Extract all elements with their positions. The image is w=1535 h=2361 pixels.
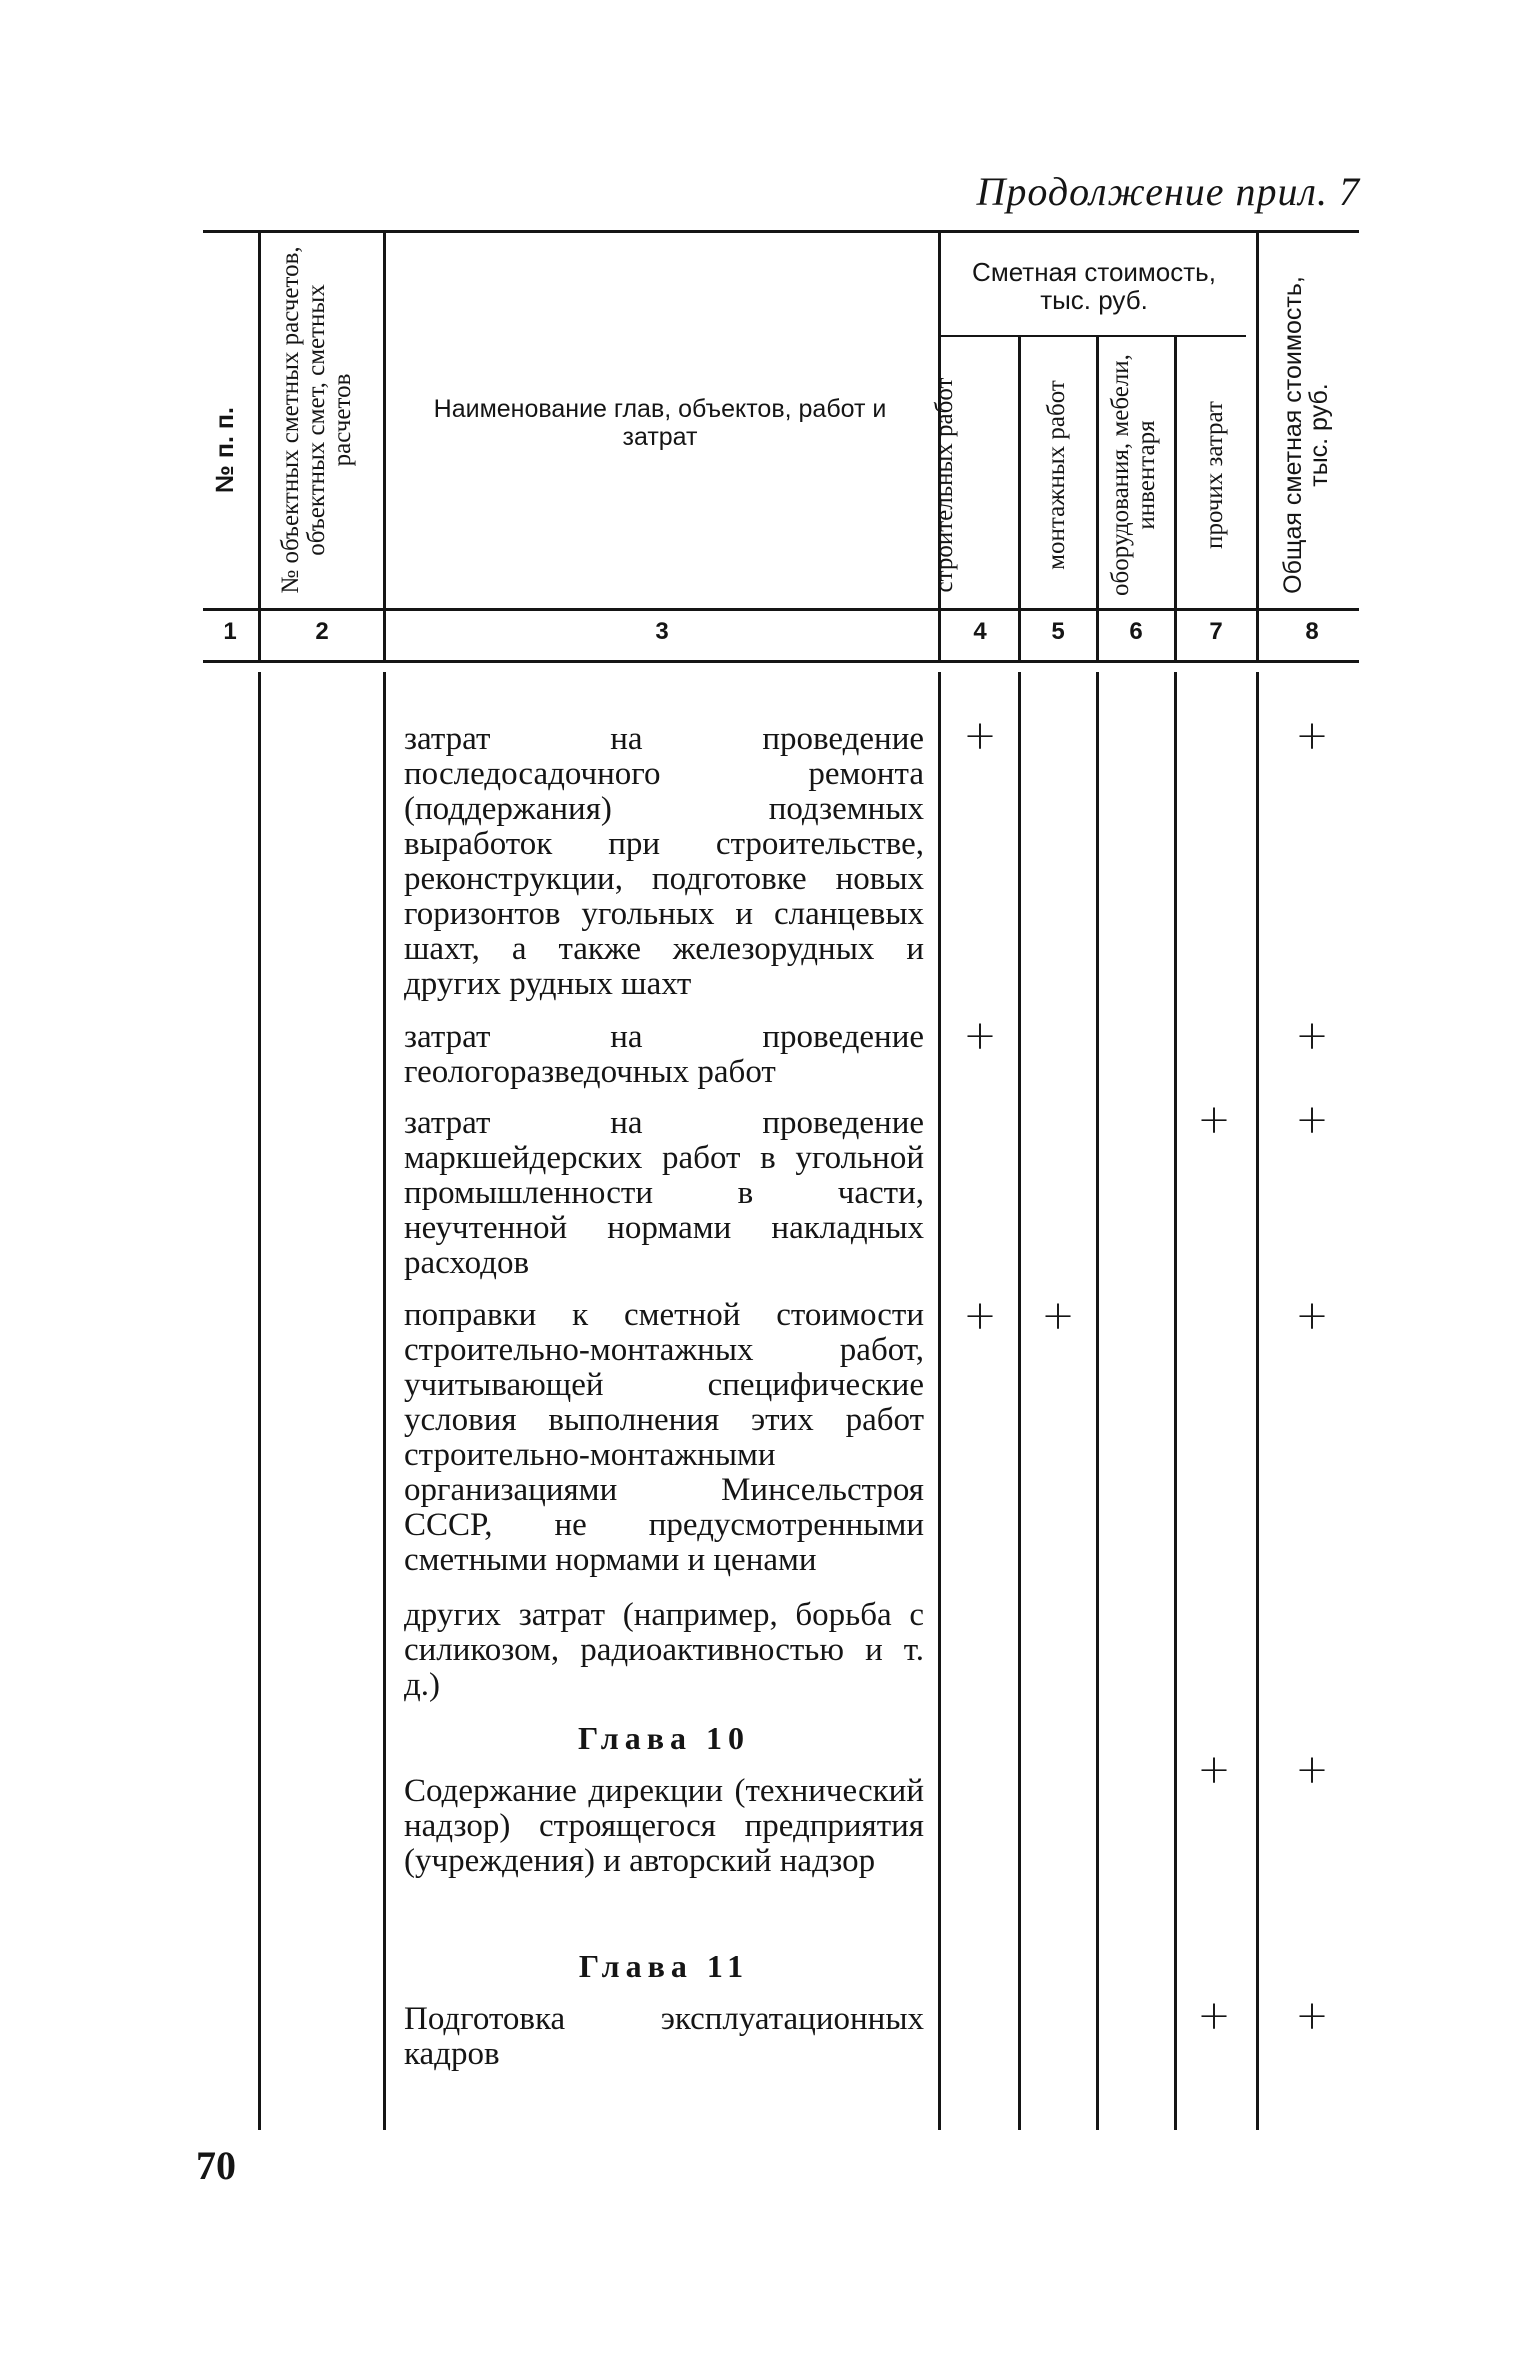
col-divider-5-6 [1096, 336, 1099, 662]
col-divider-1-2 [258, 232, 261, 662]
table-row-text: поправки к сметной стоимости строительно-монтажных работ, учитывающей специфические условия выполнения этих работ строительно-монтажными организациями Минсельстроя СССР, не предусмотренными сметными нормами и ценами [404, 1297, 924, 1578]
header-col8: Общая сметная стоимость, тыс. руб. [1279, 276, 1333, 594]
col-number-2: 2 [315, 618, 329, 645]
body-col-divider-5-6 [1096, 672, 1099, 2130]
table-cell-mark: + [1295, 1747, 1329, 1793]
table-cell-mark: + [1295, 1013, 1329, 1059]
header-col4: строительных работ [931, 377, 958, 593]
col-divider-7-8 [1256, 232, 1259, 662]
table-cell-mark: + [1295, 1293, 1329, 1339]
header-col7: прочих затрат [1201, 401, 1228, 549]
table-row-text: затрат на проведение последосадочного ремонта (поддержания) подземных выработок при строительстве, реконструкции, подготовке новых горизонтов угольных и сланцевых шахт, а также железорудных и других рудных шахт [404, 721, 924, 1002]
body-col-divider-3-4 [938, 672, 941, 2130]
col-number-7: 7 [1209, 618, 1223, 645]
header-group-cost: Сметная стоимость, тыс. руб. [972, 257, 1216, 315]
col-number-1: 1 [223, 618, 237, 645]
subheader-rule [940, 335, 1246, 337]
chapter-heading: Глава 10 [578, 1720, 750, 1756]
table-row-text: затрат на проведение геологоразведочных работ [404, 1019, 924, 1090]
table-row-text: других затрат (например, борьба с силикозом, радиоактивностью и т. д.) [404, 1597, 924, 1703]
body-col-divider-1-2 [258, 672, 261, 2130]
table-cell-mark: + [1295, 713, 1329, 759]
col-number-5: 5 [1051, 618, 1065, 645]
col-divider-2-3 [383, 232, 386, 662]
table-row-text: Содержание дирекции (технический надзор) строящегося предприятия (учреждения) и авторский надзор [404, 1773, 924, 1879]
col-divider-6-7 [1174, 336, 1177, 662]
table-cell-mark: + [1197, 1993, 1231, 2039]
numbers-bottom-rule [203, 660, 1359, 663]
table-cell-mark: + [1041, 1293, 1075, 1339]
body-col-divider-2-3 [383, 672, 386, 2130]
chapter-heading: Глава 11 [578, 1948, 750, 1984]
table-row-text: Подготовка эксплуатационных кадров [404, 2001, 924, 2072]
header-col1: № п. п. [211, 407, 239, 493]
body-col-divider-6-7 [1174, 672, 1177, 2130]
table-top-rule [203, 230, 1359, 233]
table-cell-mark: + [963, 1013, 997, 1059]
header-col5: монтажных работ [1043, 380, 1070, 570]
header-bottom-rule [203, 608, 1359, 611]
header-col6: оборудования, мебели, инвентаря [1107, 354, 1160, 596]
header-col3: Наименование глав, объектов, работ и затрат [433, 395, 887, 451]
header-col2: № объектных сметных расчетов, объектных смет, сметных расчетов [277, 246, 356, 594]
table-row-text: затрат на проведение маркшейдерских работ в угольной промышленности в части, неучтенной нормами накладных расходов [404, 1105, 924, 1281]
body-col-divider-7-8 [1256, 672, 1259, 2130]
table-cell-mark: + [1295, 1993, 1329, 2039]
continuation-caption: Продолжение прил. 7 [976, 169, 1360, 214]
page-number: 70 [196, 2143, 236, 2188]
table-cell-mark: + [963, 713, 997, 759]
table-cell-mark: + [1197, 1747, 1231, 1793]
table-cell-mark: + [1197, 1097, 1231, 1143]
col-number-6: 6 [1129, 618, 1143, 645]
table-cell-mark: + [1295, 1097, 1329, 1143]
body-col-divider-4-5 [1018, 672, 1021, 2130]
table-cell-mark: + [963, 1293, 997, 1339]
col-number-3: 3 [655, 618, 669, 645]
col-divider-4-5 [1018, 336, 1021, 662]
col-number-4: 4 [973, 618, 987, 645]
col-number-8: 8 [1305, 618, 1319, 645]
